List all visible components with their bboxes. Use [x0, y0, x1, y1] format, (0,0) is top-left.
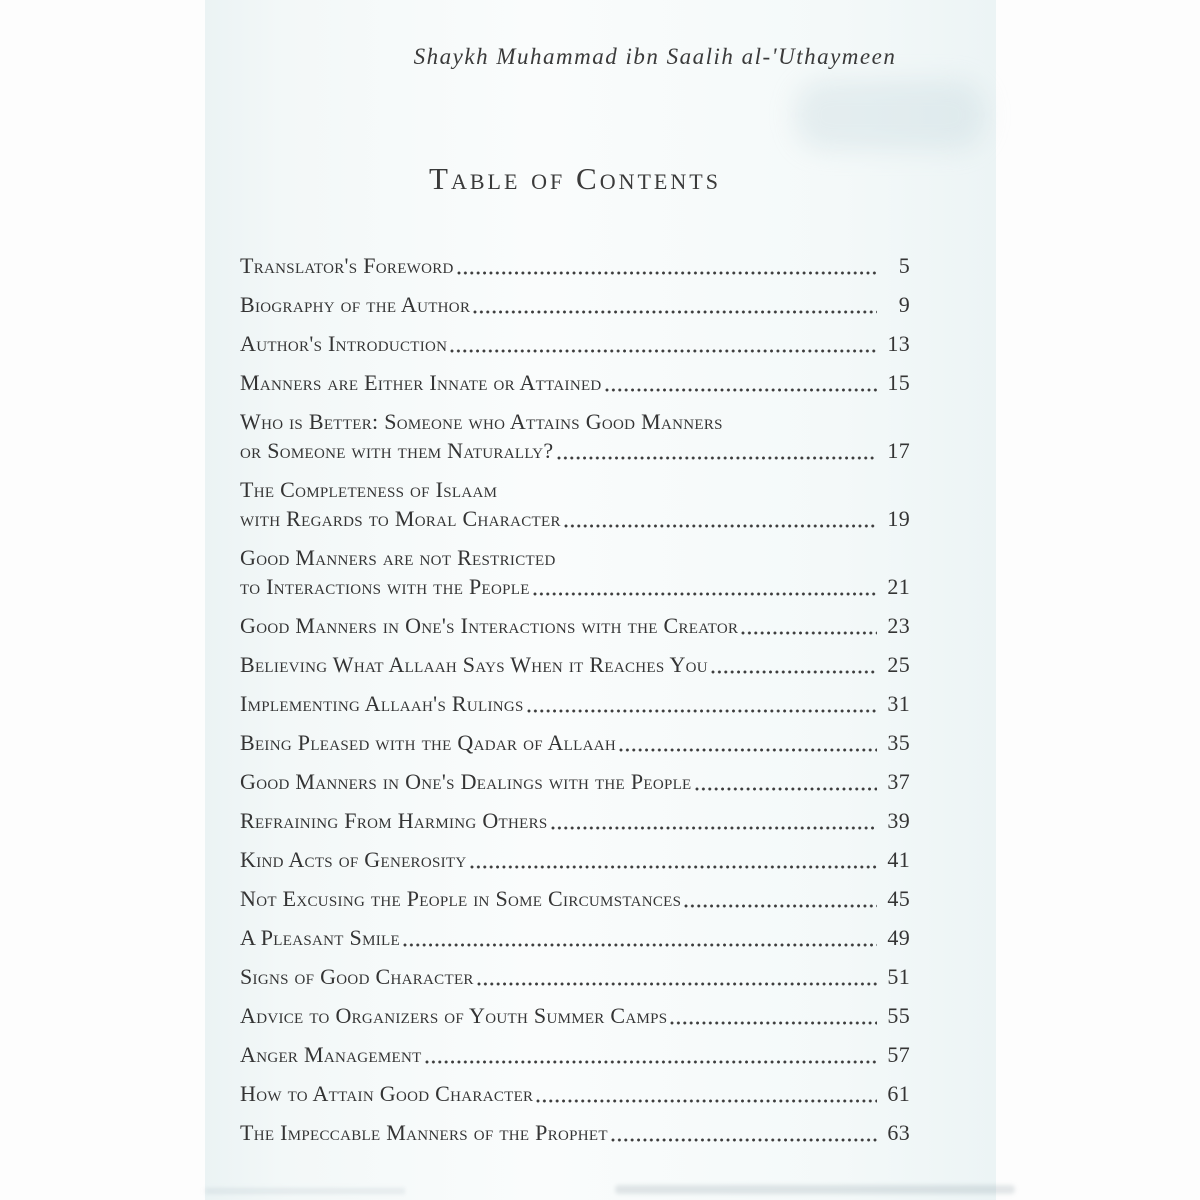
toc-entry — [240, 650, 910, 679]
toc-entry-line — [240, 806, 910, 835]
dot-leader — [473, 310, 877, 314]
dot-leader — [605, 388, 877, 392]
toc-page-number: 55 — [887, 1003, 910, 1028]
toc-entry — [240, 475, 910, 533]
toc-entry-title: A Pleasant Smile — [240, 925, 400, 950]
toc-page-number: 15 — [887, 370, 910, 395]
toc-entry-line — [240, 845, 910, 874]
toc-entry — [240, 806, 910, 835]
toc-entry-line: The Completeness of Islaam — [240, 477, 498, 502]
toc-entry — [240, 884, 910, 913]
toc-entry — [240, 962, 910, 991]
toc-entry-title: Refraining From Harming Others — [240, 808, 548, 833]
toc-page-number: 35 — [887, 730, 910, 755]
toc-entry-title: Believing What Allaah Says When it Reaches You — [240, 652, 708, 677]
scan-artifact — [795, 80, 985, 150]
toc-page-number: 21 — [887, 574, 910, 599]
toc-entry-line — [240, 1040, 910, 1069]
running-header: Shaykh Muhammad ibn Saalih al-'Uthaymeen — [413, 44, 897, 69]
toc-entry-title: Advice to Organizers of Youth Summer Camps — [240, 1003, 668, 1028]
toc-entry-title: Kind Acts of Generosity — [240, 847, 467, 872]
toc-page-number: 63 — [887, 1120, 910, 1145]
toc-entry-line — [240, 728, 910, 757]
toc-entry-title: Anger Management — [240, 1042, 422, 1067]
toc-entry-title: Not Excusing the People in Some Circumstances — [240, 886, 682, 911]
dot-leader — [457, 271, 877, 275]
toc-entry — [240, 728, 910, 757]
toc-entry — [240, 251, 910, 280]
dot-leader — [551, 826, 877, 830]
dot-leader — [670, 1021, 877, 1025]
dot-leader — [425, 1060, 877, 1064]
toc-entry — [240, 543, 910, 601]
page-title: Table of Contents — [429, 161, 721, 196]
dot-leader — [741, 631, 877, 635]
dot-leader — [536, 1099, 877, 1103]
toc-entry-title: Author's Introduction — [240, 331, 448, 356]
toc-entry-line — [240, 923, 910, 952]
toc-entry — [240, 767, 910, 796]
toc-entry-line — [240, 650, 910, 679]
toc-entry-line: Who is Better: Someone who Attains Good Manners — [240, 409, 723, 434]
toc-page-number: 31 — [887, 691, 910, 716]
toc-entry — [240, 689, 910, 718]
toc-entries — [240, 251, 910, 1147]
toc-entry-line — [240, 572, 910, 601]
scan-artifact — [615, 1185, 1015, 1194]
toc-entry — [240, 1040, 910, 1069]
toc-page-number: 61 — [887, 1081, 910, 1106]
toc-entry-title: Being Pleased with the Qadar of Allaah — [240, 730, 616, 755]
toc-entry-title: to Interactions with the People — [240, 574, 530, 599]
toc-entry-title: How to Attain Good Character — [240, 1081, 534, 1106]
toc-entry-line — [240, 767, 910, 796]
dot-leader — [533, 592, 877, 596]
toc-entry — [240, 923, 910, 952]
toc-entry-line — [240, 329, 910, 358]
toc-page-number: 19 — [887, 506, 910, 531]
toc-entry-line — [240, 689, 910, 718]
toc-entry — [240, 290, 910, 319]
toc-entry-line — [240, 1001, 910, 1030]
dot-leader — [527, 709, 877, 713]
toc-page-number: 13 — [887, 331, 910, 356]
toc-entry-title: Manners are Either Innate or Attained — [240, 370, 602, 395]
dot-leader — [557, 456, 878, 460]
toc-entry-line — [240, 611, 910, 640]
toc-page-number: 39 — [887, 808, 910, 833]
toc-page-number: 9 — [898, 292, 910, 317]
toc-entry-title: or Someone with them Naturally? — [240, 438, 554, 463]
dot-leader — [695, 787, 877, 791]
toc-page-number: 45 — [887, 886, 910, 911]
toc-entry-line: Good Manners are not Restricted — [240, 545, 556, 570]
toc-entry-line — [240, 884, 910, 913]
toc-entry — [240, 329, 910, 358]
toc-entry-line — [240, 962, 910, 991]
toc-page-number: 41 — [887, 847, 910, 872]
toc-entry-title: Good Manners in One's Dealings with the People — [240, 769, 692, 794]
dot-leader — [470, 865, 877, 869]
toc-entry-title: The Impeccable Manners of the Prophet — [240, 1120, 608, 1145]
toc-page-number: 51 — [887, 964, 910, 989]
dot-leader — [711, 670, 877, 674]
toc-entry-title: Translator's Foreword — [240, 253, 454, 278]
toc-entry-title: Signs of Good Character — [240, 964, 474, 989]
toc-entry-line — [240, 368, 910, 397]
toc-entry-title: with Regards to Moral Character — [240, 506, 561, 531]
dot-leader — [403, 943, 877, 947]
toc-entry-title: Implementing Allaah's Rulings — [240, 691, 524, 716]
dot-leader — [477, 982, 877, 986]
scanned-page — [205, 0, 996, 1200]
toc-page-number: 23 — [887, 613, 910, 638]
toc-entry-line — [240, 251, 910, 280]
dot-leader — [450, 349, 877, 353]
toc-entry — [240, 845, 910, 874]
toc-entry — [240, 1079, 910, 1108]
toc-content — [240, 158, 910, 1157]
toc-entry — [240, 611, 910, 640]
toc-page-number: 57 — [887, 1042, 910, 1067]
toc-page-number: 25 — [887, 652, 910, 677]
toc-entry — [240, 368, 910, 397]
toc-entry — [240, 1118, 910, 1147]
toc-page-number: 37 — [887, 769, 910, 794]
toc-entry-line — [240, 436, 910, 465]
scan-artifact — [205, 1188, 405, 1194]
toc-page-number: 49 — [887, 925, 910, 950]
dot-leader — [564, 524, 877, 528]
dot-leader — [684, 904, 877, 908]
dot-leader — [611, 1138, 877, 1142]
toc-entry-line — [240, 1118, 910, 1147]
toc-entry — [240, 1001, 910, 1030]
dot-leader — [619, 748, 877, 752]
toc-page-number: 17 — [887, 438, 910, 463]
toc-entry-title: Good Manners in One's Interactions with the Creator — [240, 613, 739, 638]
toc-entry-line — [240, 504, 910, 533]
toc-page-number: 5 — [898, 253, 910, 278]
toc-entry-title: Biography of the Author — [240, 292, 471, 317]
toc-entry-line — [240, 1079, 910, 1108]
toc-entry — [240, 407, 910, 465]
toc-entry-line — [240, 290, 910, 319]
